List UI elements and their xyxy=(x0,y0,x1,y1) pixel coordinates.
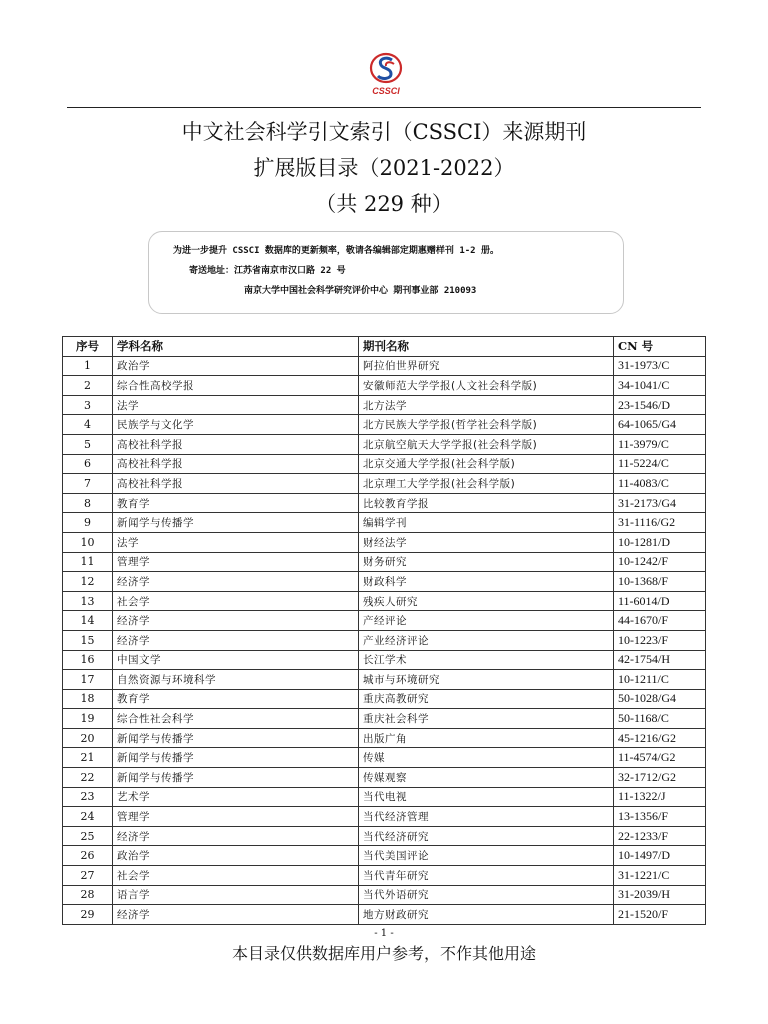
row-index: 16 xyxy=(63,650,113,670)
journal-name-cell: 北京交通大学学报(社会科学版) xyxy=(359,454,614,474)
notice-recipient: 南京大学中国社会科学研究评价中心 期刊事业部 210093 xyxy=(244,286,477,296)
cn-number-cell: 10-1281/D xyxy=(614,532,706,552)
row-index: 29 xyxy=(63,905,113,925)
row-index: 18 xyxy=(63,689,113,709)
journal-name-cell: 安徽师范大学学报(人文社会科学版) xyxy=(359,376,614,396)
logo-text: CSSCI xyxy=(372,86,400,96)
cn-number-cell: 31-1973/C xyxy=(614,356,706,376)
journal-name-cell: 当代电视 xyxy=(359,787,614,807)
header-divider xyxy=(67,107,701,108)
table-row xyxy=(63,474,706,494)
cn-number-cell: 50-1028/G4 xyxy=(614,689,706,709)
row-index: 14 xyxy=(63,611,113,631)
journal-name-cell: 财政科学 xyxy=(359,572,614,592)
row-index: 25 xyxy=(63,826,113,846)
discipline-cell: 综合性社会科学 xyxy=(113,709,359,729)
journal-name-cell: 残疾人研究 xyxy=(359,591,614,611)
discipline-cell: 经济学 xyxy=(113,572,359,592)
cn-number-cell: 31-2039/H xyxy=(614,885,706,905)
table-row xyxy=(63,376,706,396)
table-row xyxy=(63,395,706,415)
table-row xyxy=(63,846,706,866)
journal-name-cell: 北方法学 xyxy=(359,395,614,415)
header-discipline: 学科名称 xyxy=(113,337,359,357)
discipline-cell: 高校社科学报 xyxy=(113,434,359,454)
journal-name-cell: 北京航空航天大学学报(社会科学版) xyxy=(359,434,614,454)
discipline-cell: 中国文学 xyxy=(113,650,359,670)
header-index: 序号 xyxy=(63,337,113,357)
table-row xyxy=(63,572,706,592)
table-row xyxy=(63,866,706,886)
cn-number-cell: 32-1712/G2 xyxy=(614,768,706,788)
row-index: 13 xyxy=(63,591,113,611)
table-row xyxy=(63,493,706,513)
discipline-cell: 新闻学与传播学 xyxy=(113,748,359,768)
table-row xyxy=(63,630,706,650)
journal-name-cell: 当代经济研究 xyxy=(359,826,614,846)
discipline-cell: 新闻学与传播学 xyxy=(113,728,359,748)
journal-name-cell: 产经评论 xyxy=(359,611,614,631)
journal-name-cell: 传媒观察 xyxy=(359,768,614,788)
row-index: 26 xyxy=(63,846,113,866)
discipline-cell: 政治学 xyxy=(113,846,359,866)
cn-number-cell: 31-2173/G4 xyxy=(614,493,706,513)
cn-number-cell: 11-3979/C xyxy=(614,434,706,454)
row-index: 5 xyxy=(63,434,113,454)
discipline-cell: 教育学 xyxy=(113,689,359,709)
table-row xyxy=(63,826,706,846)
header-cn: CN 号 xyxy=(614,337,706,357)
row-index: 1 xyxy=(63,356,113,376)
table-row xyxy=(63,611,706,631)
cn-number-cell: 13-1356/F xyxy=(614,807,706,827)
discipline-cell: 社会学 xyxy=(113,591,359,611)
journal-name-cell: 传媒 xyxy=(359,748,614,768)
table-row xyxy=(63,689,706,709)
table-row xyxy=(63,709,706,729)
journal-table xyxy=(62,336,706,925)
journal-name-cell: 阿拉伯世界研究 xyxy=(359,356,614,376)
row-index: 2 xyxy=(63,376,113,396)
discipline-cell: 新闻学与传播学 xyxy=(113,768,359,788)
journal-count: （共 229 种） xyxy=(315,192,453,216)
table-header-row xyxy=(63,337,706,357)
discipline-cell: 自然资源与环境科学 xyxy=(113,670,359,690)
table-row xyxy=(63,415,706,435)
row-index: 24 xyxy=(63,807,113,827)
table-row xyxy=(63,513,706,533)
table-row xyxy=(63,454,706,474)
journal-name-cell: 当代美国评论 xyxy=(359,846,614,866)
row-index: 7 xyxy=(63,474,113,494)
journal-name-cell: 财经法学 xyxy=(359,532,614,552)
page-title: 中文社会科学引文索引（CSSCI）来源期刊 xyxy=(181,120,587,144)
discipline-cell: 教育学 xyxy=(113,493,359,513)
row-index: 23 xyxy=(63,787,113,807)
row-index: 3 xyxy=(63,395,113,415)
table-row xyxy=(63,591,706,611)
cn-number-cell: 10-1223/F xyxy=(614,630,706,650)
discipline-cell: 社会学 xyxy=(113,866,359,886)
cn-number-cell: 11-4083/C xyxy=(614,474,706,494)
cn-number-cell: 11-4574/G2 xyxy=(614,748,706,768)
row-index: 12 xyxy=(63,572,113,592)
table-row xyxy=(63,885,706,905)
cn-number-cell: 10-1368/F xyxy=(614,572,706,592)
table-row xyxy=(63,434,706,454)
discipline-cell: 管理学 xyxy=(113,807,359,827)
journal-name-cell: 长江学术 xyxy=(359,650,614,670)
cn-number-cell: 45-1216/G2 xyxy=(614,728,706,748)
journal-name-cell: 比较教育学报 xyxy=(359,493,614,513)
table-row xyxy=(63,748,706,768)
cn-number-cell: 11-5224/C xyxy=(614,454,706,474)
discipline-cell: 管理学 xyxy=(113,552,359,572)
discipline-cell: 法学 xyxy=(113,532,359,552)
table-row xyxy=(63,728,706,748)
table-row xyxy=(63,807,706,827)
cn-number-cell: 42-1754/H xyxy=(614,650,706,670)
cn-number-cell: 11-6014/D xyxy=(614,591,706,611)
header-journal: 期刊名称 xyxy=(359,337,614,357)
cn-number-cell: 31-1116/G2 xyxy=(614,513,706,533)
discipline-cell: 高校社科学报 xyxy=(113,474,359,494)
notice-box xyxy=(148,231,624,314)
table-row xyxy=(63,768,706,788)
table-body xyxy=(63,356,706,924)
row-index: 11 xyxy=(63,552,113,572)
cn-number-cell: 21-1520/F xyxy=(614,905,706,925)
journal-name-cell: 地方财政研究 xyxy=(359,905,614,925)
discipline-cell: 法学 xyxy=(113,395,359,415)
cn-number-cell: 31-1221/C xyxy=(614,866,706,886)
discipline-cell: 经济学 xyxy=(113,905,359,925)
cn-number-cell: 50-1168/C xyxy=(614,709,706,729)
row-index: 20 xyxy=(63,728,113,748)
journal-name-cell: 北京理工大学学报(社会科学版) xyxy=(359,474,614,494)
discipline-cell: 政治学 xyxy=(113,356,359,376)
journal-name-cell: 北方民族大学学报(哲学社会科学版) xyxy=(359,415,614,435)
discipline-cell: 语言学 xyxy=(113,885,359,905)
cssci-logo-icon xyxy=(364,50,408,96)
table-row xyxy=(63,650,706,670)
notice-address: 寄送地址：江苏省南京市汉口路 22 号 xyxy=(189,266,346,276)
row-index: 8 xyxy=(63,493,113,513)
cn-number-cell: 23-1546/D xyxy=(614,395,706,415)
discipline-cell: 艺术学 xyxy=(113,787,359,807)
cn-number-cell: 10-1242/F xyxy=(614,552,706,572)
journal-name-cell: 当代经济管理 xyxy=(359,807,614,827)
cn-number-cell: 34-1041/C xyxy=(614,376,706,396)
table-row xyxy=(63,670,706,690)
journal-name-cell: 编辑学刊 xyxy=(359,513,614,533)
discipline-cell: 综合性高校学报 xyxy=(113,376,359,396)
row-index: 9 xyxy=(63,513,113,533)
table-row xyxy=(63,532,706,552)
journal-name-cell: 城市与环境研究 xyxy=(359,670,614,690)
discipline-cell: 新闻学与传播学 xyxy=(113,513,359,533)
row-index: 28 xyxy=(63,885,113,905)
row-index: 17 xyxy=(63,670,113,690)
journal-name-cell: 出版广角 xyxy=(359,728,614,748)
cn-number-cell: 10-1497/D xyxy=(614,846,706,866)
discipline-cell: 民族学与文化学 xyxy=(113,415,359,435)
discipline-cell: 经济学 xyxy=(113,630,359,650)
row-index: 6 xyxy=(63,454,113,474)
row-index: 4 xyxy=(63,415,113,435)
row-index: 21 xyxy=(63,748,113,768)
journal-name-cell: 当代外语研究 xyxy=(359,885,614,905)
row-index: 27 xyxy=(63,866,113,886)
row-index: 10 xyxy=(63,532,113,552)
cn-number-cell: 22-1233/F xyxy=(614,826,706,846)
journal-name-cell: 重庆高教研究 xyxy=(359,689,614,709)
cn-number-cell: 11-1322/J xyxy=(614,787,706,807)
journal-name-cell: 重庆社会科学 xyxy=(359,709,614,729)
cn-number-cell: 64-1065/G4 xyxy=(614,415,706,435)
discipline-cell: 高校社科学报 xyxy=(113,454,359,474)
discipline-cell: 经济学 xyxy=(113,611,359,631)
table-row xyxy=(63,787,706,807)
table-row xyxy=(63,905,706,925)
table-row xyxy=(63,552,706,572)
cn-number-cell: 44-1670/F xyxy=(614,611,706,631)
journal-name-cell: 产业经济评论 xyxy=(359,630,614,650)
page-subtitle: 扩展版目录（2021-2022） xyxy=(253,156,515,180)
journal-name-cell: 财务研究 xyxy=(359,552,614,572)
table-row xyxy=(63,356,706,376)
notice-request: 为进一步提升 CSSCI 数据库的更新频率，敬请各编辑部定期惠赠样刊 1-2 册。 xyxy=(173,246,500,256)
row-index: 19 xyxy=(63,709,113,729)
footer-disclaimer: 本目录仅供数据库用户参考，不作其他用途 xyxy=(231,944,536,963)
row-index: 15 xyxy=(63,630,113,650)
row-index: 22 xyxy=(63,768,113,788)
cn-number-cell: 10-1211/C xyxy=(614,670,706,690)
discipline-cell: 经济学 xyxy=(113,826,359,846)
journal-name-cell: 当代青年研究 xyxy=(359,866,614,886)
page-number: - 1 - xyxy=(374,928,394,939)
